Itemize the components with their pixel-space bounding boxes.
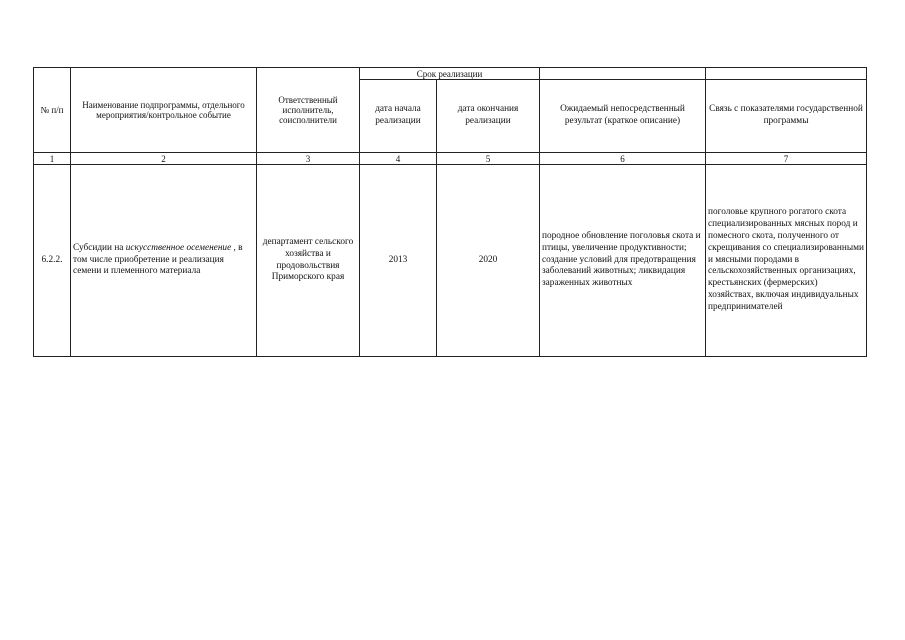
column-number: 3 <box>257 153 360 165</box>
row-end: 2020 <box>437 165 540 357</box>
header-start: дата начала реализации <box>360 80 437 153</box>
header-end: дата окончания реализации <box>437 80 540 153</box>
column-number: 4 <box>360 153 437 165</box>
row-link: поголовье крупного рогатого скота специализированных мясных пород и помесного скота, полученного от скрещивания со специализированными и мясными породами в сельскохозяйственных организациях, крестьянских (фермерских) хозяйствах, включая индивидуальных предпринимателей <box>706 165 867 357</box>
row-executor: департамент сельского хозяйства и продовольствия Приморского края <box>257 165 360 357</box>
header-period-group: Срок реализации <box>360 68 540 80</box>
table-row <box>34 165 867 357</box>
program-table <box>33 67 867 357</box>
column-number: 5 <box>437 153 540 165</box>
header-num: № п/п <box>34 68 71 153</box>
row-start: 2013 <box>360 165 437 357</box>
row-name-part2: , в том числе приобретение и реализация семени и племенного материала <box>73 242 243 277</box>
header-executor: Ответственный исполнитель, соисполнители <box>257 68 360 153</box>
header-link-top <box>706 68 867 80</box>
header-link: Связь с показателями государственной программы <box>706 80 867 153</box>
column-number: 2 <box>71 153 257 165</box>
column-number: 7 <box>706 153 867 165</box>
row-result: породное обновление поголовья скота и птицы, увеличение продуктивности; создание условий для предотвращения заболеваний животных; ликвидация зараженных животных <box>540 165 706 357</box>
row-name-part1: Субсидии на <box>73 242 126 253</box>
header-result-top <box>540 68 706 80</box>
row-name-italic: искусственное осеменение <box>125 242 232 253</box>
header-name: Наименование подпрограммы, отдельного мероприятия/контрольное событие <box>71 68 257 153</box>
header-result: Ожидаемый непосредственный результат (краткое описание) <box>540 80 706 153</box>
column-number: 6 <box>540 153 706 165</box>
row-name <box>71 165 257 357</box>
column-number: 1 <box>34 153 71 165</box>
row-num: 6.2.2. <box>34 165 71 357</box>
